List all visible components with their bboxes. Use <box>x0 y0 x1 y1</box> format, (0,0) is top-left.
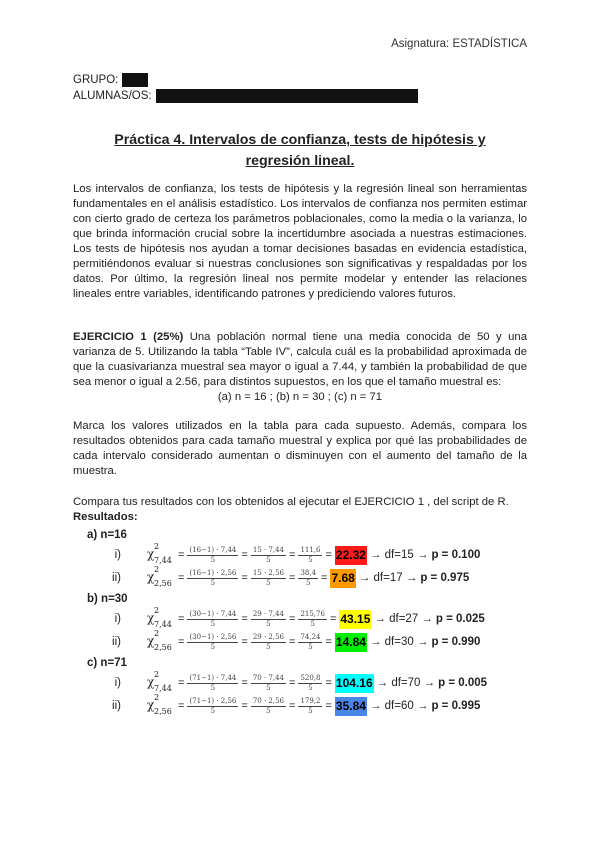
probability: p = 0.025 <box>435 613 485 625</box>
denominator: 5 <box>308 642 313 651</box>
equals: = <box>289 572 296 584</box>
probability: p = 0.005 <box>438 677 488 689</box>
fraction <box>298 633 322 652</box>
fraction <box>298 610 327 629</box>
fraction <box>251 569 286 588</box>
fraction <box>251 674 286 693</box>
chi-subscript: 7,44 <box>154 556 172 565</box>
denominator: 5 <box>308 706 313 715</box>
chi-square-symbol: χ 2 2,56 <box>147 565 172 588</box>
chi-square-symbol: χ 2 7,44 <box>147 606 172 629</box>
denominator: 5 <box>210 578 216 587</box>
results-list <box>73 527 527 717</box>
equals: = <box>241 572 248 584</box>
row-number: ii) <box>112 572 121 584</box>
probability: p = 0.990 <box>431 636 481 648</box>
denominator: 5 <box>210 683 216 692</box>
equals: = <box>241 636 248 648</box>
exercise-1-cases: (a) n = 16 ; (b) n = 30 ; (c) n = 71 <box>217 391 383 403</box>
equals: = <box>289 613 296 625</box>
redacted-alumnas <box>156 89 418 103</box>
equals: = <box>178 549 185 561</box>
numerator: 520,8 <box>300 673 321 682</box>
denominator: 5 <box>210 642 216 651</box>
chi-square-symbol: χ 2 7,44 <box>147 542 172 565</box>
title-line-1: Práctica 4. Intervalos de confianza, tests de hipótesis y <box>114 132 486 148</box>
chi-subscript: 7,44 <box>154 684 172 693</box>
numerator: (16−1) · 2,56 <box>189 568 237 577</box>
denominator: 5 <box>310 619 315 628</box>
numerator: 38,4 <box>300 568 317 577</box>
denominator: 5 <box>210 619 216 628</box>
highlighted-result: 35.84 <box>335 697 367 716</box>
equals: = <box>289 549 296 561</box>
fraction <box>187 633 238 652</box>
fraction <box>187 697 238 716</box>
equals: = <box>241 549 248 561</box>
numerator: (71−1) · 2,56 <box>189 696 237 705</box>
fraction <box>251 633 286 652</box>
equals: = <box>178 636 185 648</box>
result-row <box>73 544 527 566</box>
alumnas-line <box>73 88 527 104</box>
numerator: (30−1) · 2,56 <box>189 632 237 641</box>
equals: = <box>289 636 296 648</box>
section-label: c) n=71 <box>87 657 127 669</box>
numerator: 215,76 <box>300 609 325 618</box>
denominator: 5 <box>308 683 313 692</box>
denominator: 5 <box>266 683 271 692</box>
equals: = <box>241 677 248 689</box>
section-label: a) n=16 <box>87 529 127 541</box>
numerator: 29 · 2,56 <box>252 632 284 641</box>
exercise-1 <box>73 330 527 405</box>
grupo-line <box>73 72 527 88</box>
row-number: i) <box>114 549 121 561</box>
equals: = <box>325 700 332 712</box>
equals: = <box>325 677 332 689</box>
chi-square-symbol: χ 2 2,56 <box>147 629 172 652</box>
intro-paragraph: Los intervalos de confianza, los tests de hipótesis y la regresión lineal son herramientas fundamentales en el análisis estadístico. Los intervalos de confianza nos permiten estimar con cierto grado de certeza los parámetros poblacionales, como la media o la varianza, lo que brinda información crucial sobre la incertidumbre asociada a nuestras estimaciones. Los tests de hipótesis nos ayudan a tomar decisiones basadas en evidencia estadística, permitiéndonos evaluar si nuestras conclusiones son significativas y respaldadas por los datos. Por último, la regresión lineal nos permite modelar y entender las relaciones lineales entre variables, identificando patrones y prediciendo valores futuros. <box>73 183 527 300</box>
equals: = <box>241 700 248 712</box>
chi-square-symbol: χ 2 2,56 <box>147 693 172 716</box>
fraction <box>187 674 238 693</box>
equals: = <box>241 613 248 625</box>
equals: = <box>329 613 337 625</box>
resultados-heading: Resultados: <box>73 511 138 523</box>
result-row <box>73 567 527 589</box>
equals: = <box>178 677 185 689</box>
fraction <box>251 546 286 565</box>
chi-subscript: 2,56 <box>154 707 172 716</box>
degrees-of-freedom: → df=70 → <box>376 677 436 689</box>
denominator: 5 <box>266 619 271 628</box>
numerator: 74,24 <box>300 632 321 641</box>
header-subject: Asignatura: ESTADÍSTICA <box>391 38 527 50</box>
numerator: 111,6 <box>300 545 321 554</box>
degrees-of-freedom: → df=27 → <box>374 613 433 625</box>
marca-paragraph: Marca los valores utilizados en la tabla para cada supuesto. Además, compara los resultados obtenidos para cada tamaño muestral y explica por qué las probabilidades de cada intervalo considerado aumentan o disminuyen con el aumento del tamaño de la muestra. <box>73 420 527 477</box>
row-number: i) <box>114 677 121 689</box>
fraction <box>251 610 286 629</box>
degrees-of-freedom: → df=17 → <box>358 572 418 584</box>
chi-subscript: 2,56 <box>154 579 172 588</box>
fraction <box>298 569 318 588</box>
denominator: 5 <box>210 706 216 715</box>
highlighted-result: 14.84 <box>335 633 367 652</box>
denominator: 5 <box>266 706 271 715</box>
fraction <box>187 546 238 565</box>
section-label: b) n=30 <box>87 593 128 605</box>
numerator: (16−1) · 7,44 <box>189 545 237 554</box>
equals: = <box>325 636 332 648</box>
probability: p = 0.100 <box>431 549 481 561</box>
title-line-2: regresión lineal. <box>245 153 355 169</box>
numerator: 29 · 7,44 <box>252 609 284 618</box>
equals: = <box>178 572 185 584</box>
denominator: 5 <box>266 642 271 651</box>
row-number: i) <box>114 613 121 625</box>
fraction <box>187 610 238 629</box>
degrees-of-freedom: → df=60 → <box>369 700 429 712</box>
page-title <box>100 130 500 172</box>
fraction <box>298 697 322 716</box>
numerator: 70 · 2,56 <box>252 696 284 705</box>
chi-subscript: 2,56 <box>154 643 172 652</box>
probability: p = 0.975 <box>420 572 470 584</box>
degrees-of-freedom: → df=15 → <box>369 549 429 561</box>
numerator: (71−1) · 7,44 <box>189 673 237 682</box>
result-row <box>73 631 527 653</box>
probability: p = 0.995 <box>431 700 481 712</box>
highlighted-result: 104.16 <box>335 674 374 693</box>
result-row <box>73 672 527 694</box>
degrees-of-freedom: → df=30 → <box>369 636 429 648</box>
equals: = <box>321 572 328 584</box>
denominator: 5 <box>308 555 313 564</box>
row-number: ii) <box>112 700 121 712</box>
result-row <box>73 608 527 630</box>
numerator: (30−1) · 7,44 <box>189 609 237 618</box>
equals: = <box>289 677 296 689</box>
highlighted-result: 22.32 <box>335 546 367 565</box>
fraction <box>298 546 322 565</box>
alumnas-label: ALUMNAS/OS: <box>73 90 152 102</box>
denominator: 5 <box>306 578 311 587</box>
redacted-grupo <box>122 73 148 87</box>
highlighted-result: 43.15 <box>339 610 371 629</box>
highlighted-result: 7.68 <box>330 569 355 588</box>
equals: = <box>178 700 185 712</box>
equals: = <box>178 613 185 625</box>
exercise-1-text: Una población normal tiene una media conocida de 50 y una varianza de 5. Utilizando la tabla “Table IV”, calcula cuál es la probabilidad aproximada de que la cuasivarianza muestral sea mayor o igual a 7.44, y también la probabilidad de que sea menor o igual a 2.56, para distintos supuestos, en los que el tamaño muestral es: <box>73 331 527 388</box>
fraction <box>251 697 286 716</box>
numerator: 15 · 7,44 <box>252 545 284 554</box>
row-number: ii) <box>112 636 121 648</box>
equals: = <box>289 700 296 712</box>
chi-subscript: 7,44 <box>154 620 172 629</box>
grupo-label: GRUPO: <box>73 74 119 86</box>
numerator: 15 · 2,56 <box>252 568 284 577</box>
denominator: 5 <box>266 555 271 564</box>
fraction <box>298 674 322 693</box>
fraction <box>187 569 238 588</box>
denominator: 5 <box>266 578 271 587</box>
chi-square-symbol: χ 2 7,44 <box>147 670 172 693</box>
compara-paragraph: Compara tus resultados con los obtenidos al ejecutar el EJERCICIO 1 , del script de R. <box>73 496 509 508</box>
result-row <box>73 695 527 717</box>
denominator: 5 <box>210 555 216 564</box>
equals: = <box>325 549 332 561</box>
numerator: 179,2 <box>300 696 321 705</box>
exercise-1-label: EJERCICIO 1 (25%) <box>73 331 184 343</box>
numerator: 70 · 7,44 <box>252 673 284 682</box>
